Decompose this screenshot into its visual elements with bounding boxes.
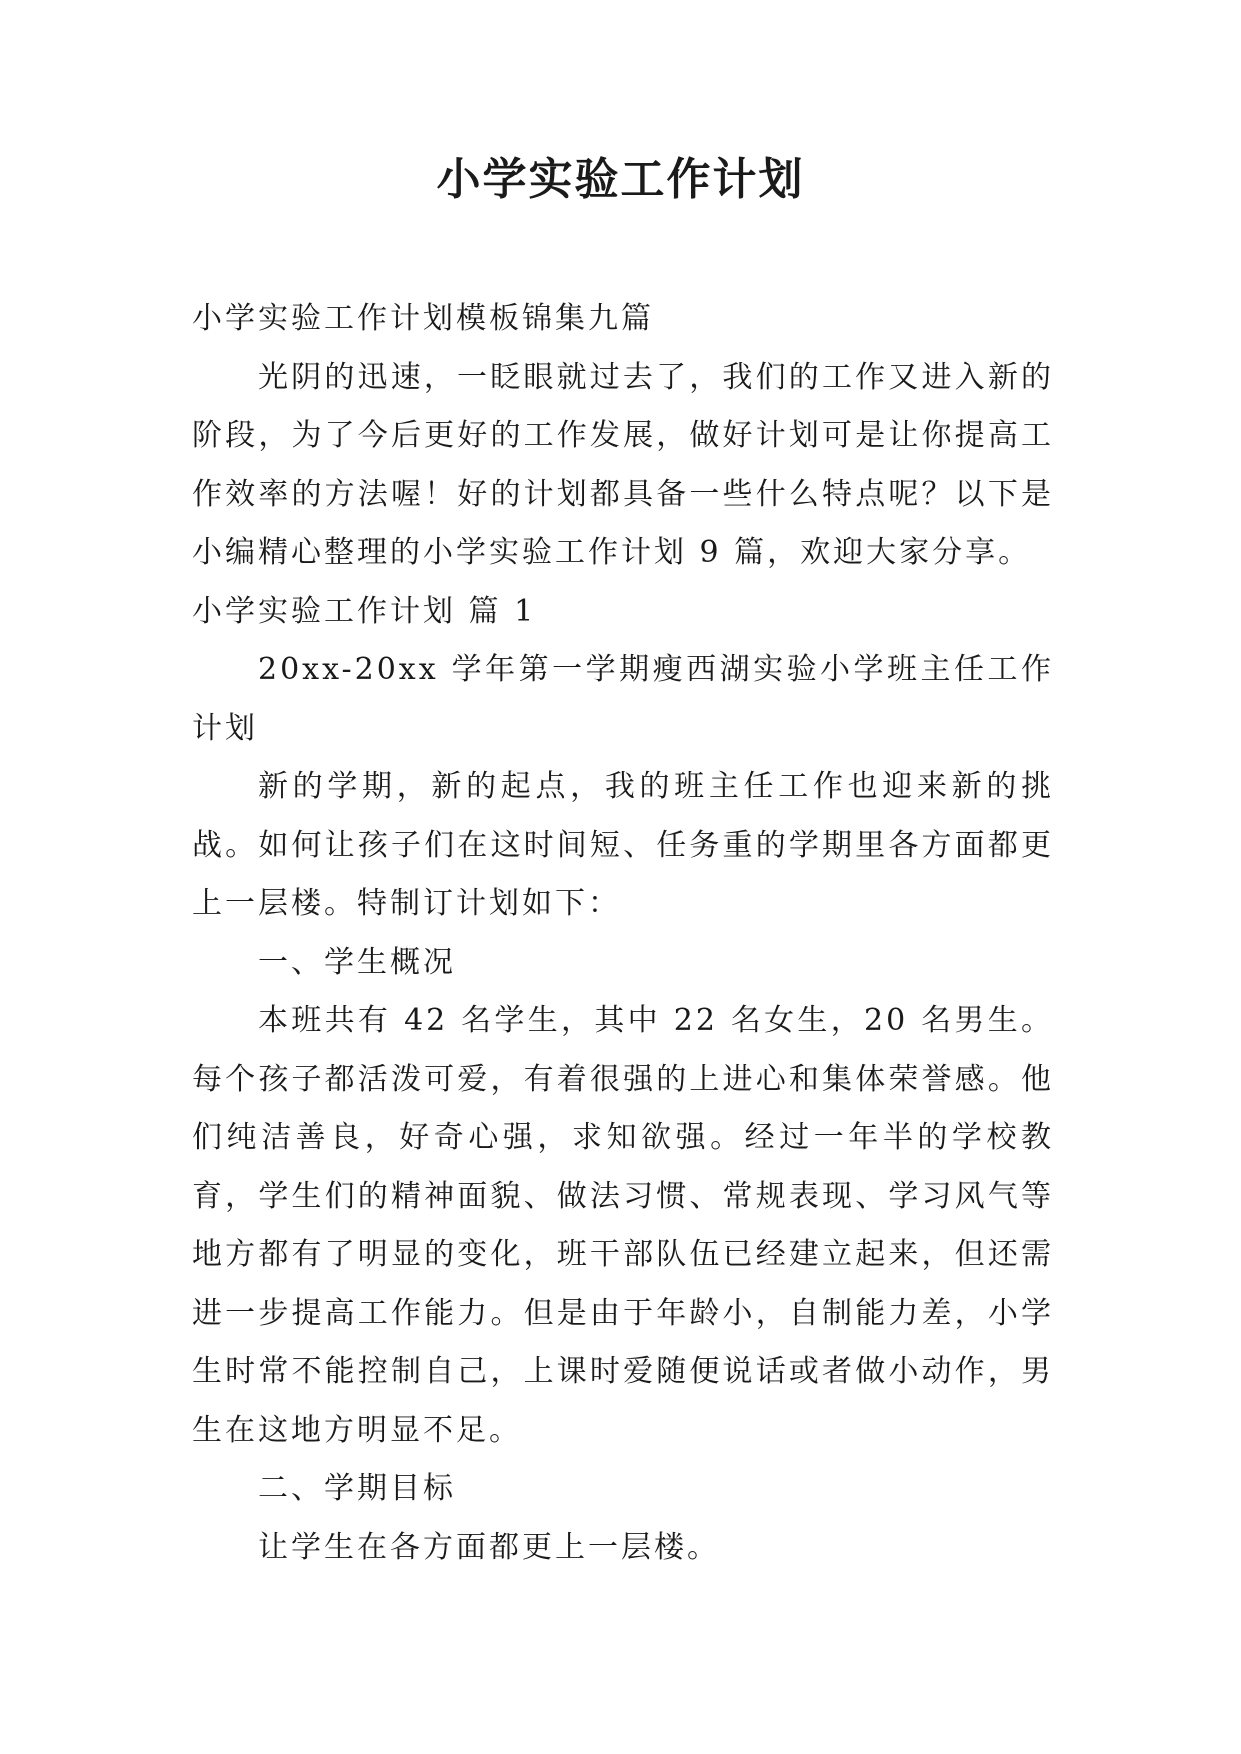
heading-semester-goal: 二、学期目标 bbox=[258, 1471, 456, 1506]
paragraph-subtitle: 小学实验工作计划模板锦集九篇 bbox=[192, 301, 654, 336]
heading-student-overview: 一、学生概况 bbox=[258, 944, 456, 980]
paragraph-intro: 光阴的迅速，一眨眼就过去了，我们的工作又进入新的阶段，为了今后更好的工作发展，做好计划可是让你提高工作效率的方法喔！好的计划都具备一些什么特点呢？以下是小编精心整理的小学实验工作计划 9 篇，欢迎大家分享。 bbox=[192, 359, 1054, 570]
paragraph-plan-title: 20xx-20xx 学年第一学期瘦西湖实验小学班主任工作计划 bbox=[192, 652, 1054, 746]
paragraph-semester-goal: 让学生在各方面都更上一层楼。 bbox=[258, 1529, 720, 1565]
paragraph-opening: 新的学期，新的起点，我的班主任工作也迎来新的挑战。如何让孩子们在这时间短、任务重的学期里各方面都更上一层楼。特制订计划如下： bbox=[192, 769, 1054, 921]
document-title: 小学实验工作计划 bbox=[436, 154, 805, 205]
paragraph-student-overview: 本班共有 42 名学生，其中 22 名女生，20 名男生。每个孩子都活泼可爱，有着很强的上进心和集体荣誉感。他们纯洁善良，好奇心强，求知欲强。经过一年半的学校教育，学生们的精神面貌、做法习惯、常规表现、学习风气等地方都有了明显的变化，班干部队伍已经建立起来，但还需进一步提高工作能力。但是由于年龄小，自制能力差，小学生时常不能控制自己，上课时爱随便说话或者做小动作，男生在这地方明显不足。 bbox=[192, 1003, 1054, 1448]
document-body bbox=[192, 290, 1054, 1577]
paragraph-section-heading: 小学实验工作计划 篇 1 bbox=[192, 593, 537, 629]
